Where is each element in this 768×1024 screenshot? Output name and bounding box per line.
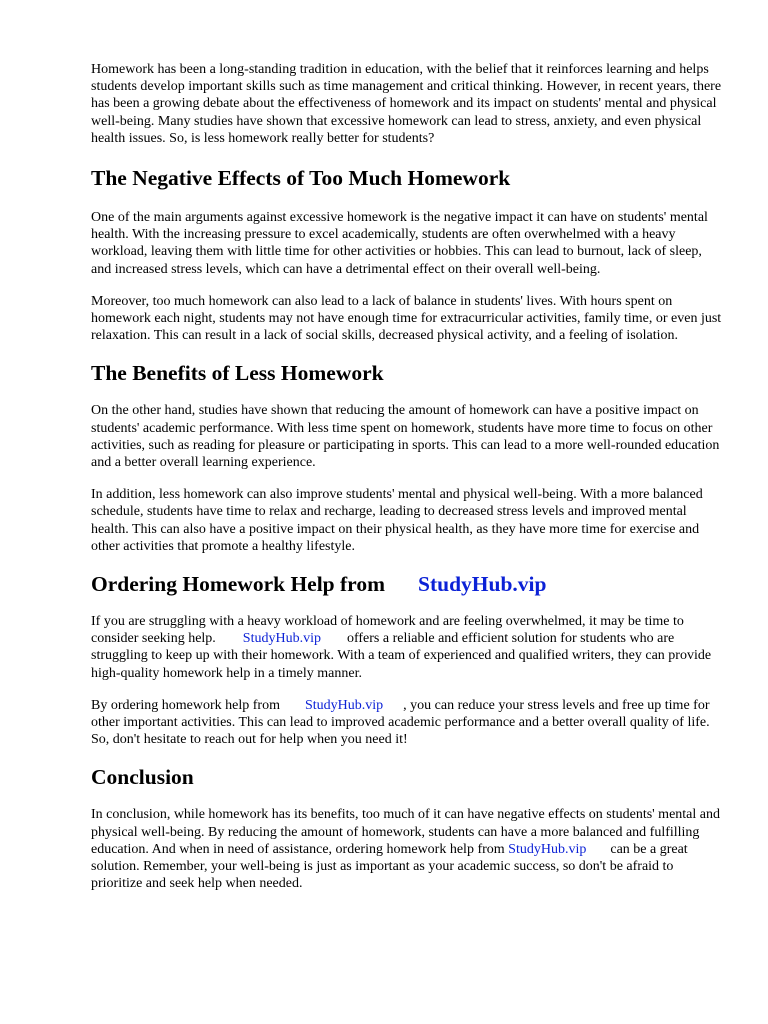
heading-studyhub-link[interactable]: StudyHub.vip (418, 572, 547, 597)
benefits-paragraph-1: On the other hand, studies have shown that reducing the amount of homework can have a positive impact on students' academic performance. With less time spent on homework, students have more time to focus on other activities, such as reading for pleasure or participating in sports. This can lead to a more well-rounded education and a better overall learning experience. (91, 403, 720, 471)
ordering-p1-text-after: offers a reliable and efficient solution for students who are struggling to keep up with their homework. With a team of experienced and qualified writers, they can provide high-quality homework help in a timely manner. (91, 631, 712, 681)
conclusion-text-after: can be a great solution. Remember, your well-being is just as important as your academic success, so don't be afraid to prioritize and seek help when needed. (91, 841, 688, 892)
benefits-paragraph-2: In addition, less homework can also improve students' mental and physical well-being. With a more balanced schedule, students have time to relax and recharge, leading to decreased stress levels and improved mental health. This can also have a positive impact on their physical health, as they have more time for exercise and other activities that promote a healthy lifestyle. (91, 487, 703, 554)
ordering-p2-text-after: , you can reduce your stress levels and free up time for other important activities. This can lead to improved academic performance and a better overall quality of life. So, don't hesitate to reach out for help when you need it! (91, 697, 710, 748)
negative-paragraph-2: Moreover, too much homework can also lead to a lack of balance in students' lives. With hours spent on homework each night, students may not have enough time for extracurricular activities, family time, or even just relaxation. This can result in a lack of social skills, decreased physical activity, and a feeling of isolation. (91, 293, 722, 344)
ordering-paragraph-1 (91, 613, 723, 682)
ordering-p2-text-before: By ordering homework help from (91, 697, 280, 713)
heading-negative-effects: The Negative Effects of Too Much Homework (91, 166, 511, 191)
heading-ordering-text: Ordering Homework Help from (91, 572, 385, 597)
intro-paragraph: Homework has been a long-standing tradition in education, with the belief that it reinforces learning and helps students develop important skills such as time management and critical thinking. However, in recent years, there has been a growing debate about the effectiveness of homework and its impact on students' mental and physical well-being. Many studies have shown that excessive homework can lead to stress, anxiety, and even physical health issues. So, is less homework really better for students? (91, 62, 722, 146)
heading-benefits: The Benefits of Less Homework (91, 361, 384, 386)
negative-paragraph-1: One of the main arguments against excessive homework is the negative impact it can have on students' mental health. With the increasing pressure to excel academically, students are often overwhelmed with a heavy workload, leaving them with little time for other activities or hobbies. This can lead to burnout, lack of sleep, and increased stress levels, which can have a detrimental effect on their overall well-being. (91, 210, 708, 277)
studyhub-link[interactable]: StudyHub.vip (304, 697, 384, 713)
conclusion-paragraph (91, 806, 723, 892)
heading-conclusion: Conclusion (91, 765, 194, 790)
conclusion-text-before: In conclusion, while homework has its benefits, too much of it can have negative effects on students' mental and physical well-being. By reducing the amount of homework, students can have a more balanced and fulfilling education. And when in need of assistance, ordering homework help from (91, 807, 720, 857)
ordering-p1-text-before: If you are struggling with a heavy workload of homework and are feeling overwhelmed, it may be time to consider seeking help. (91, 614, 684, 647)
studyhub-link[interactable]: StudyHub.vip (242, 631, 321, 647)
ordering-paragraph-2 (91, 697, 723, 749)
heading-ordering (91, 571, 723, 597)
document-page (91, 61, 723, 893)
studyhub-link[interactable]: StudyHub.vip (508, 841, 587, 857)
